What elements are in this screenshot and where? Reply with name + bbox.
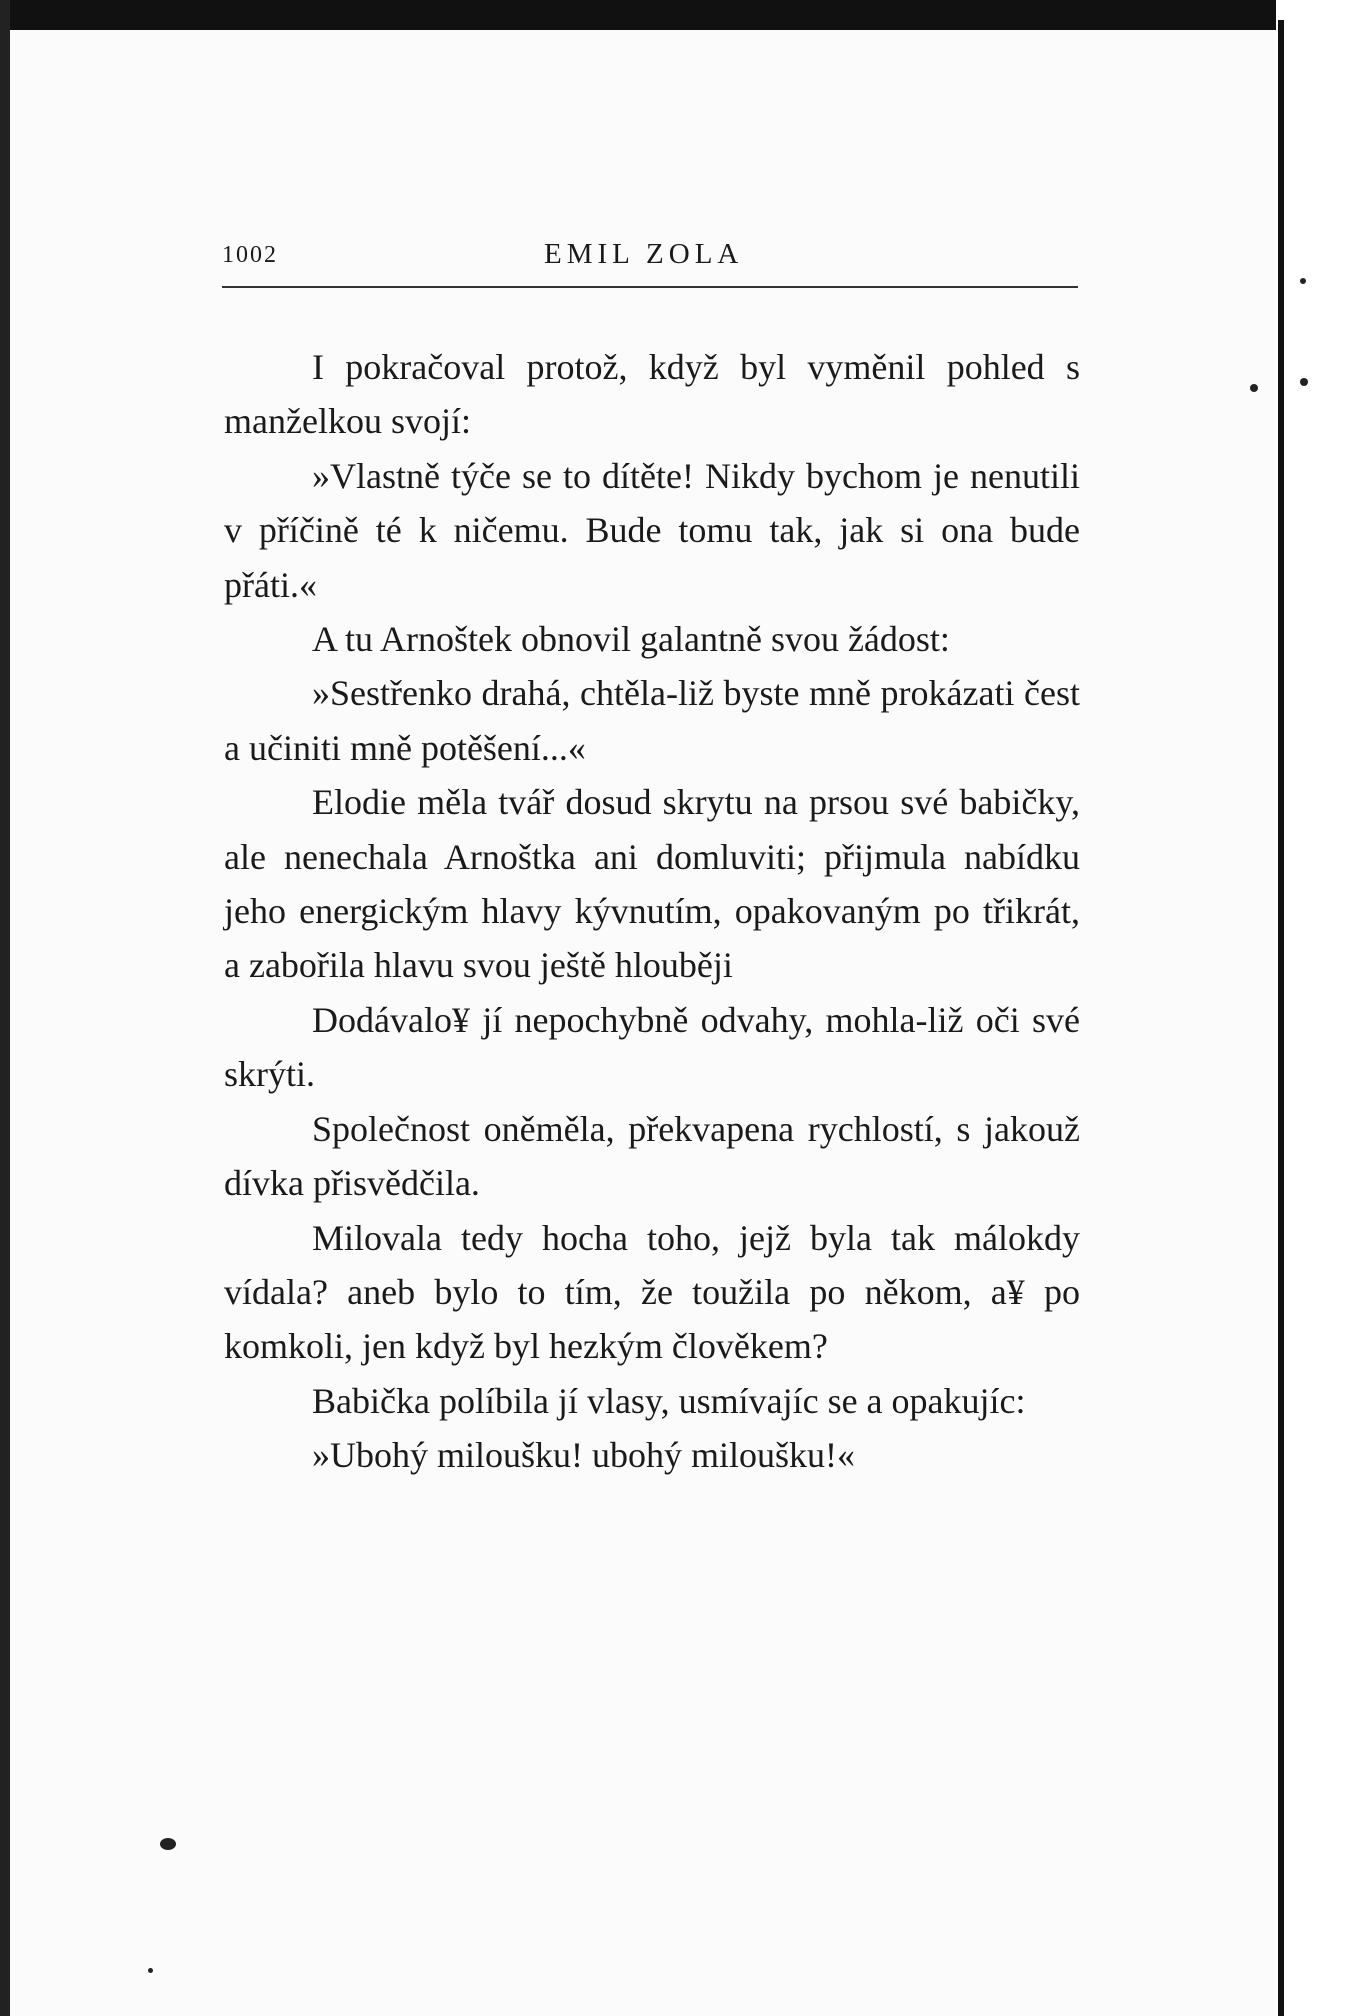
author-name: EMIL ZOLA xyxy=(544,238,744,270)
paragraph: Dodávalo¥ jí nepochybně odvahy, mohla-liž oči své skrýti. xyxy=(224,999,1080,1095)
scan-speck xyxy=(160,1838,176,1850)
paragraph: Babička políbila jí vlasy, usmívajíc se a opakujíc: xyxy=(312,1380,1026,1421)
paragraph: I pokračoval protož, když byl vyměnil pohled s manželkou svojí: xyxy=(224,347,1080,442)
paragraph: Elodie měla tvář dosud skrytu na prsou své babičky, ale nenechala Arnoštka ani domluviti; přijmula nabídku jeho energickým hlavy kývnutím, opakovaným po třikrát, a zabořila hlavu svou ještě hlouběji xyxy=(224,782,1080,986)
paragraph: Společnost oněměla, překvapena rychlostí, s jakouž dívka přisvědčila. xyxy=(224,1108,1080,1204)
paragraph: Milovala tedy hocha toho, jejž byla tak málokdy vídala? aneb bylo to tím, že toužila po někom, a¥ po komkoli, jen když byl hezkým člověkem? xyxy=(224,1217,1080,1367)
scan-speck xyxy=(148,1968,153,1973)
header-rule xyxy=(222,286,1078,288)
scan-speck xyxy=(1300,378,1308,386)
paragraph: »Ubohý miloušku! ubohý miloušku!« xyxy=(312,1435,856,1476)
scan-border-left xyxy=(0,0,10,2016)
paragraph: A tu Arnoštek obnovil galantně svou žádost: xyxy=(312,619,950,660)
paragraph: »Sestřenko drahá, chtěla-liž byste mně prokázati čest a učiniti mně potěšení...« xyxy=(224,673,1080,768)
scan-margin-right xyxy=(1276,0,1360,2016)
scan-border-top xyxy=(0,0,1360,30)
scan-speck xyxy=(1250,384,1258,392)
page-number: 1002 xyxy=(222,242,278,268)
running-head xyxy=(222,238,1082,278)
scan-speck xyxy=(1300,278,1306,284)
page-text xyxy=(224,340,1080,1483)
paragraph: »Vlastně týče se to dítěte! Nikdy bychom je nenutili v příčině té k ničemu. Bude tomu tak, jak si ona bude přáti.« xyxy=(224,455,1080,605)
scan-page-edge xyxy=(1278,20,1284,2016)
